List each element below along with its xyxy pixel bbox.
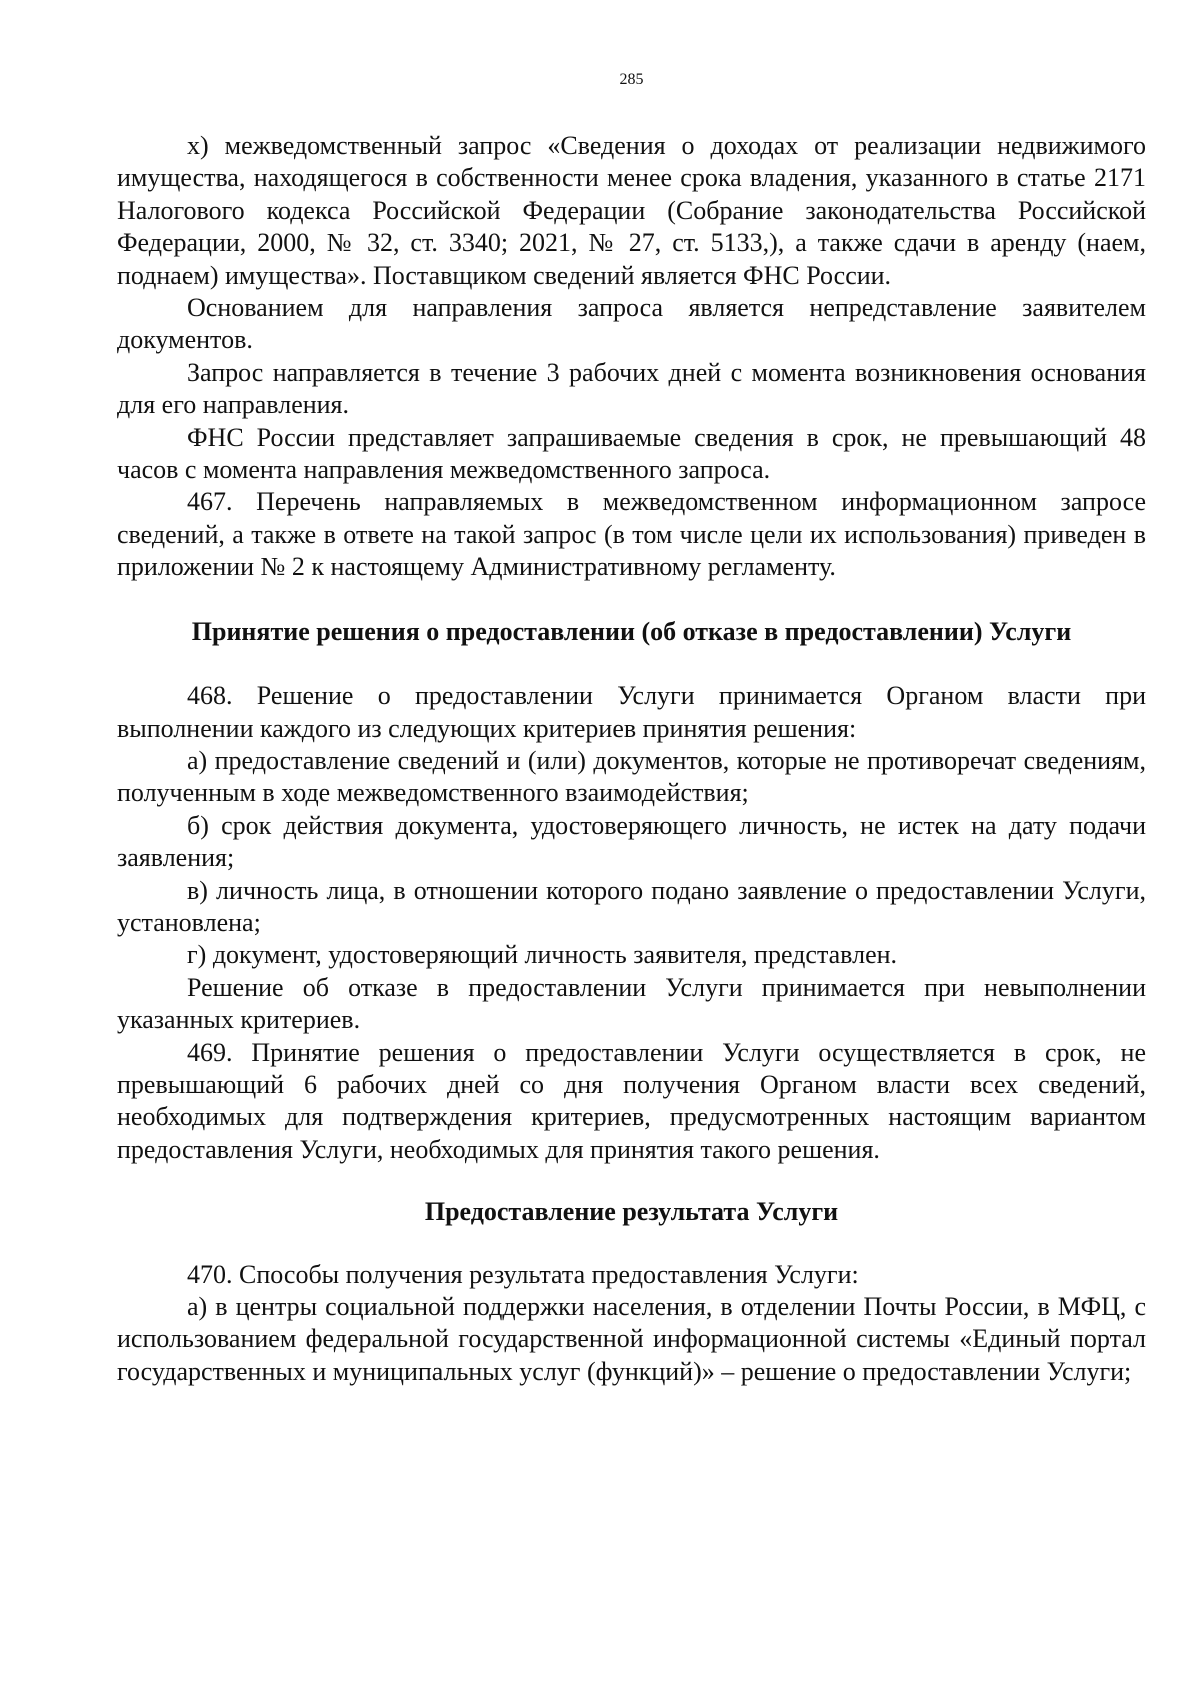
paragraph-result-method-a: а) в центры социальной поддержки населения, в отделении Почты России, в МФЦ, с использованием федеральной государственной информационной системы «Единый портал государственных и муниципальных услуг (функций)» – решение о предоставлении Услуги; [117, 1292, 1146, 1386]
paragraph-criterion-g: г) документ, удостоверяющий личность заявителя, представлен. [187, 940, 898, 970]
paragraph-refusal: Решение об отказе в предоставлении Услуги принимается при невыполнении указанных критериев. [117, 972, 1146, 1035]
document-body [117, 130, 1146, 1388]
page-number: 285 [619, 71, 644, 88]
paragraph-468: 468. Решение о предоставлении Услуги принимается Органом власти при выполнении каждого из следующих критериев принятия решения: [117, 681, 1146, 743]
paragraph-request-basis: Основанием для направления запроса является непредставление заявителем документов. [117, 293, 1146, 355]
paragraph-fns-response: ФНС России представляет запрашиваемые сведения в срок, не превышающий 48 часов с момента направления межведомственного запроса. [117, 422, 1146, 485]
paragraph-request-timing: Запрос направляется в течение 3 рабочих дней с момента возникновения основания для его направления. [117, 357, 1146, 420]
paragraph-x-request: х) межведомственный запрос «Сведения о доходах от реализации недвижимого имущества, находящегося в собственности менее срока владения, указанного в статье 2171 Налогового кодекса Российской Федерации (Собрание законодательства Российской Федерации, 2000, № 32, ст. 3340; 2021, № 27, ст. 5133,), а также сдачи в аренду (наем, поднаем) имущества». Поставщиком сведений является ФНС России. [117, 131, 1146, 290]
paragraph-470: 470. Способы получения результата предоставления Услуги: [187, 1259, 859, 1289]
paragraph-criterion-b: б) срок действия документа, удостоверяющего личность, не истек на дату подачи заявления; [117, 810, 1146, 873]
paragraph-467: 467. Перечень направляемых в межведомственном информационном запросе сведений, а также в ответе на такой запрос (в том числе цели их использования) приведен в приложении № 2 к настоящему Административному регламенту. [117, 487, 1146, 582]
paragraph-criterion-v: в) личность лица, в отношении которого подано заявление о предоставлении Услуги, установлена; [117, 875, 1146, 937]
section-heading-result: Предоставление результата Услуги [424, 1197, 839, 1227]
section-heading-decision: Принятие решения о предоставлении (об отказе в предоставлении) Услуги [191, 616, 1072, 646]
paragraph-469: 469. Принятие решения о предоставлении Услуги осуществляется в срок, не превышающий 6 рабочих дней со дня получения Органом власти всех сведений, необходимых для подтверждения критериев, предусмотренных настоящим вариантом предоставления Услуги, необходимых для принятия такого решения. [117, 1037, 1146, 1164]
paragraph-criterion-a: а) предоставление сведений и (или) документов, которые не противоречат сведениям, полученным в ходе межведомственного взаимодействия; [117, 745, 1146, 808]
